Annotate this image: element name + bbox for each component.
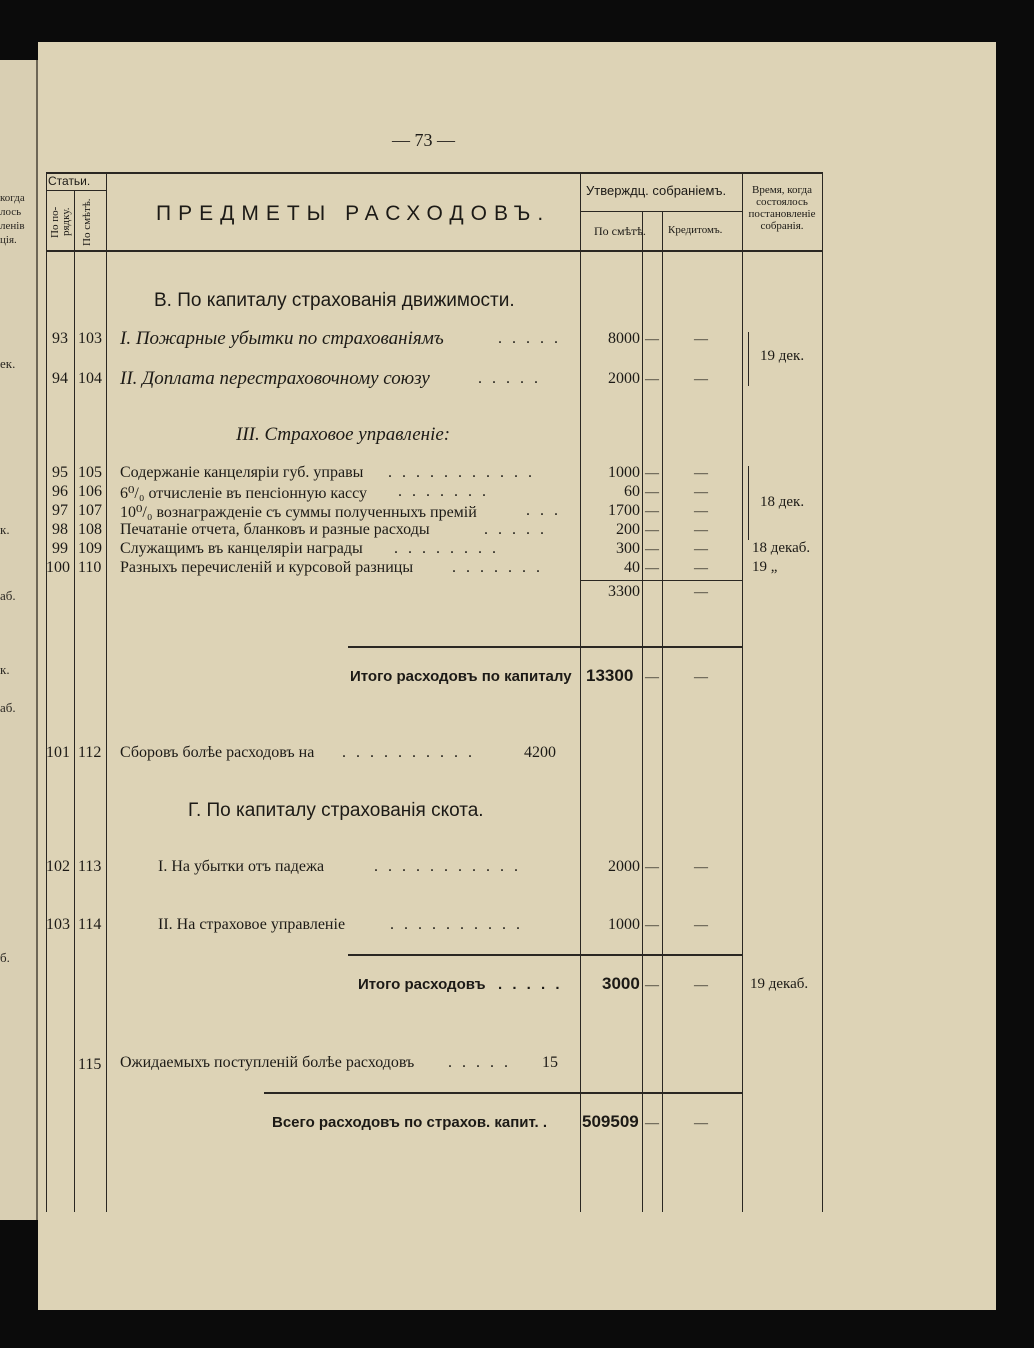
- row-value: 4200: [524, 744, 556, 761]
- row-text: I. На убытки отъ падежа: [158, 858, 325, 875]
- col-rule: [742, 172, 743, 1212]
- row-number: 99: [52, 540, 68, 557]
- date-value: 19 дек.: [760, 348, 805, 364]
- row-dots: . . . . . . .: [398, 483, 489, 500]
- row-smeta: 107: [78, 502, 102, 519]
- row-dots: . . . . . . .: [452, 559, 543, 576]
- row-text: II. Доплата перестраховочному союзу: [120, 368, 430, 389]
- row-text: Ожидаемыхъ поступленій болѣе расходовъ: [120, 1054, 415, 1071]
- total-label: Итого расходовъ: [358, 976, 486, 993]
- row-smeta: 110: [78, 559, 102, 576]
- total-amount: 3000: [602, 974, 640, 993]
- row-dash: —: [645, 918, 659, 933]
- table-title: ПРЕДМЕТЫ РАСХОДОВЪ.: [156, 202, 551, 225]
- col-rule: [46, 172, 47, 1212]
- row-number: 102: [46, 858, 70, 875]
- row-smeta: 113: [78, 858, 102, 875]
- header-utverzhd: Утверждц. собраніемъ.: [586, 183, 727, 198]
- prev-page-fragment: к.: [0, 662, 10, 677]
- header-statii: Статьи.: [48, 174, 91, 188]
- col-rule: [580, 172, 581, 1212]
- row-dash: —: [694, 918, 708, 933]
- subtotal-amount: 3300: [608, 583, 640, 600]
- previous-page-edge: [0, 60, 38, 1220]
- page-number: — 73 —: [392, 130, 455, 150]
- total-rule: [348, 646, 742, 648]
- row-dash: —: [645, 860, 659, 875]
- header-po-poryadku: По по-рядку.: [49, 206, 72, 238]
- row-text: Содержаніе канцеляріи губ. управы: [120, 464, 364, 481]
- total-dots: . . . . .: [498, 976, 563, 993]
- row-dash: —: [694, 466, 708, 481]
- prev-page-fragment: лось: [0, 206, 22, 218]
- prev-page-fragment: ек.: [0, 356, 16, 371]
- total-rule: [264, 1092, 742, 1094]
- row-dash: —: [645, 978, 659, 993]
- header-col-po-smete: По смѣтѣ.: [594, 224, 646, 238]
- row-dots: . . . . . . . . . .: [390, 916, 523, 933]
- row-dots: . . . . . . . . . . .: [374, 858, 521, 875]
- prev-page-fragment: когда: [0, 192, 25, 204]
- row-number: 95: [52, 464, 68, 481]
- date-bracket: [748, 332, 749, 386]
- date-bracket: [748, 466, 749, 540]
- row-amount: 2000: [608, 858, 640, 875]
- row-dash: —: [694, 332, 708, 347]
- row-smeta: 109: [78, 540, 102, 557]
- row-dash: —: [645, 332, 659, 347]
- prev-page-fragment: ленів: [0, 220, 25, 232]
- row-amount: 300: [616, 540, 640, 557]
- row-dash: —: [694, 372, 708, 387]
- row-text: II. На страховое управленіе: [158, 916, 346, 933]
- row-dots: . . . . . . . .: [394, 540, 499, 557]
- row-dash: —: [694, 860, 708, 875]
- col-rule: [662, 211, 663, 1212]
- row-amount: 8000: [608, 330, 640, 347]
- row-smeta: 103: [78, 330, 102, 347]
- row-text: Печатаніе отчета, бланковъ и разные расходы: [120, 521, 430, 538]
- date-value: 19 „: [752, 559, 778, 575]
- header-col-vremya: Время, когда состоялось постановленіе собранія.: [748, 184, 816, 232]
- row-dash: —: [645, 523, 659, 538]
- total-rule: [348, 954, 742, 956]
- row-dots: . . . . . . . . . .: [342, 744, 475, 761]
- row-text: Разныхъ перечисленій и курсовой разницы: [120, 559, 414, 576]
- row-dash: —: [645, 1116, 659, 1131]
- col-rule: [74, 190, 75, 1212]
- row-text: 10⁰/₀ вознагражденіе съ суммы полученныхъ премій: [120, 504, 477, 521]
- section-title: III. Страховое управленіе:: [236, 424, 451, 445]
- subtotal-dash: —: [694, 585, 708, 600]
- grand-total-label: Всего расходовъ по страхов. капит. .: [272, 1114, 548, 1131]
- grand-total-amount: 509509: [582, 1112, 639, 1131]
- row-text: Служащимъ въ канцеляріи награды: [120, 540, 363, 557]
- date-value: 18 декаб.: [752, 540, 811, 556]
- row-dash: —: [694, 504, 708, 519]
- prev-page-fragment: ція.: [0, 234, 17, 246]
- prev-page-fragment: аб.: [0, 588, 16, 603]
- header-col-kreditom: Кредитомъ.: [668, 224, 723, 236]
- row-value: 15: [542, 1054, 558, 1071]
- row-text: 6⁰/₀ отчисленіе въ пенсіонную кассу: [120, 485, 368, 502]
- row-number: 93: [52, 330, 68, 347]
- section-title: Г. По капиталу страхованія скота.: [188, 800, 484, 821]
- row-amount: 200: [616, 521, 640, 538]
- prev-page-fragment: к.: [0, 522, 10, 537]
- total-amount: 13300: [586, 666, 634, 685]
- row-dots: . . . . .: [484, 521, 547, 538]
- row-dash: —: [645, 542, 659, 557]
- row-amount: 2000: [608, 370, 640, 387]
- row-smeta: 115: [78, 1056, 102, 1073]
- row-number: 98: [52, 521, 68, 538]
- prev-page-fragment: аб.: [0, 700, 16, 715]
- row-dash: —: [645, 504, 659, 519]
- row-number: 101: [46, 744, 70, 761]
- row-dash: —: [694, 485, 708, 500]
- row-smeta: 104: [78, 370, 102, 387]
- row-dots: . . . . . . . . . . .: [388, 464, 535, 481]
- section-title: В. По капиталу страхованія движимости.: [154, 290, 515, 311]
- col-rule: [106, 172, 107, 1212]
- row-amount: 1700: [608, 502, 640, 519]
- row-dots: . . . . .: [448, 1054, 511, 1071]
- utverzhd-underline: [580, 211, 742, 212]
- row-dash: —: [645, 372, 659, 387]
- statii-underline: [46, 190, 106, 191]
- col-rule: [822, 172, 823, 1212]
- row-smeta: 105: [78, 464, 102, 481]
- header-po-smete: По смѣтѣ.: [81, 198, 93, 246]
- row-number: 103: [46, 916, 70, 933]
- row-dash: —: [694, 542, 708, 557]
- table-top-rule: [46, 172, 822, 174]
- row-amount: 1000: [608, 916, 640, 933]
- row-number: 96: [52, 483, 68, 500]
- date-value: 19 декаб.: [750, 976, 809, 992]
- row-dash: —: [645, 485, 659, 500]
- row-number: 97: [52, 502, 68, 519]
- col-rule: [642, 211, 643, 1212]
- total-label: Итого расходовъ по капиталу: [350, 668, 572, 685]
- row-amount: 1000: [608, 464, 640, 481]
- row-dash: —: [645, 670, 659, 685]
- row-number: 100: [46, 559, 70, 576]
- row-dash: —: [694, 561, 708, 576]
- row-text: Сборовъ болѣе расходовъ на: [120, 744, 315, 761]
- row-dots: . . . . .: [498, 330, 561, 347]
- row-dots: . . .: [526, 502, 561, 519]
- row-dash: —: [694, 1116, 708, 1131]
- prev-page-fragment: б.: [0, 950, 10, 965]
- document-page: [38, 42, 996, 1310]
- date-value: 18 дек.: [760, 494, 805, 510]
- row-dash: —: [694, 978, 708, 993]
- row-smeta: 114: [78, 916, 102, 933]
- row-amount: 40: [624, 559, 640, 576]
- row-dots: . . . . .: [478, 370, 541, 387]
- row-text: I. Пожарные убытки по страхованіямъ: [120, 328, 444, 349]
- row-smeta: 112: [78, 744, 102, 761]
- row-dash: —: [645, 466, 659, 481]
- header-bottom-rule: [46, 250, 822, 252]
- subtotal-rule: [580, 580, 742, 581]
- row-smeta: 108: [78, 521, 102, 538]
- row-number: 94: [52, 370, 68, 387]
- row-smeta: 106: [78, 483, 102, 500]
- row-amount: 60: [624, 483, 640, 500]
- row-dash: —: [694, 670, 708, 685]
- row-dash: —: [645, 561, 659, 576]
- row-dash: —: [694, 523, 708, 538]
